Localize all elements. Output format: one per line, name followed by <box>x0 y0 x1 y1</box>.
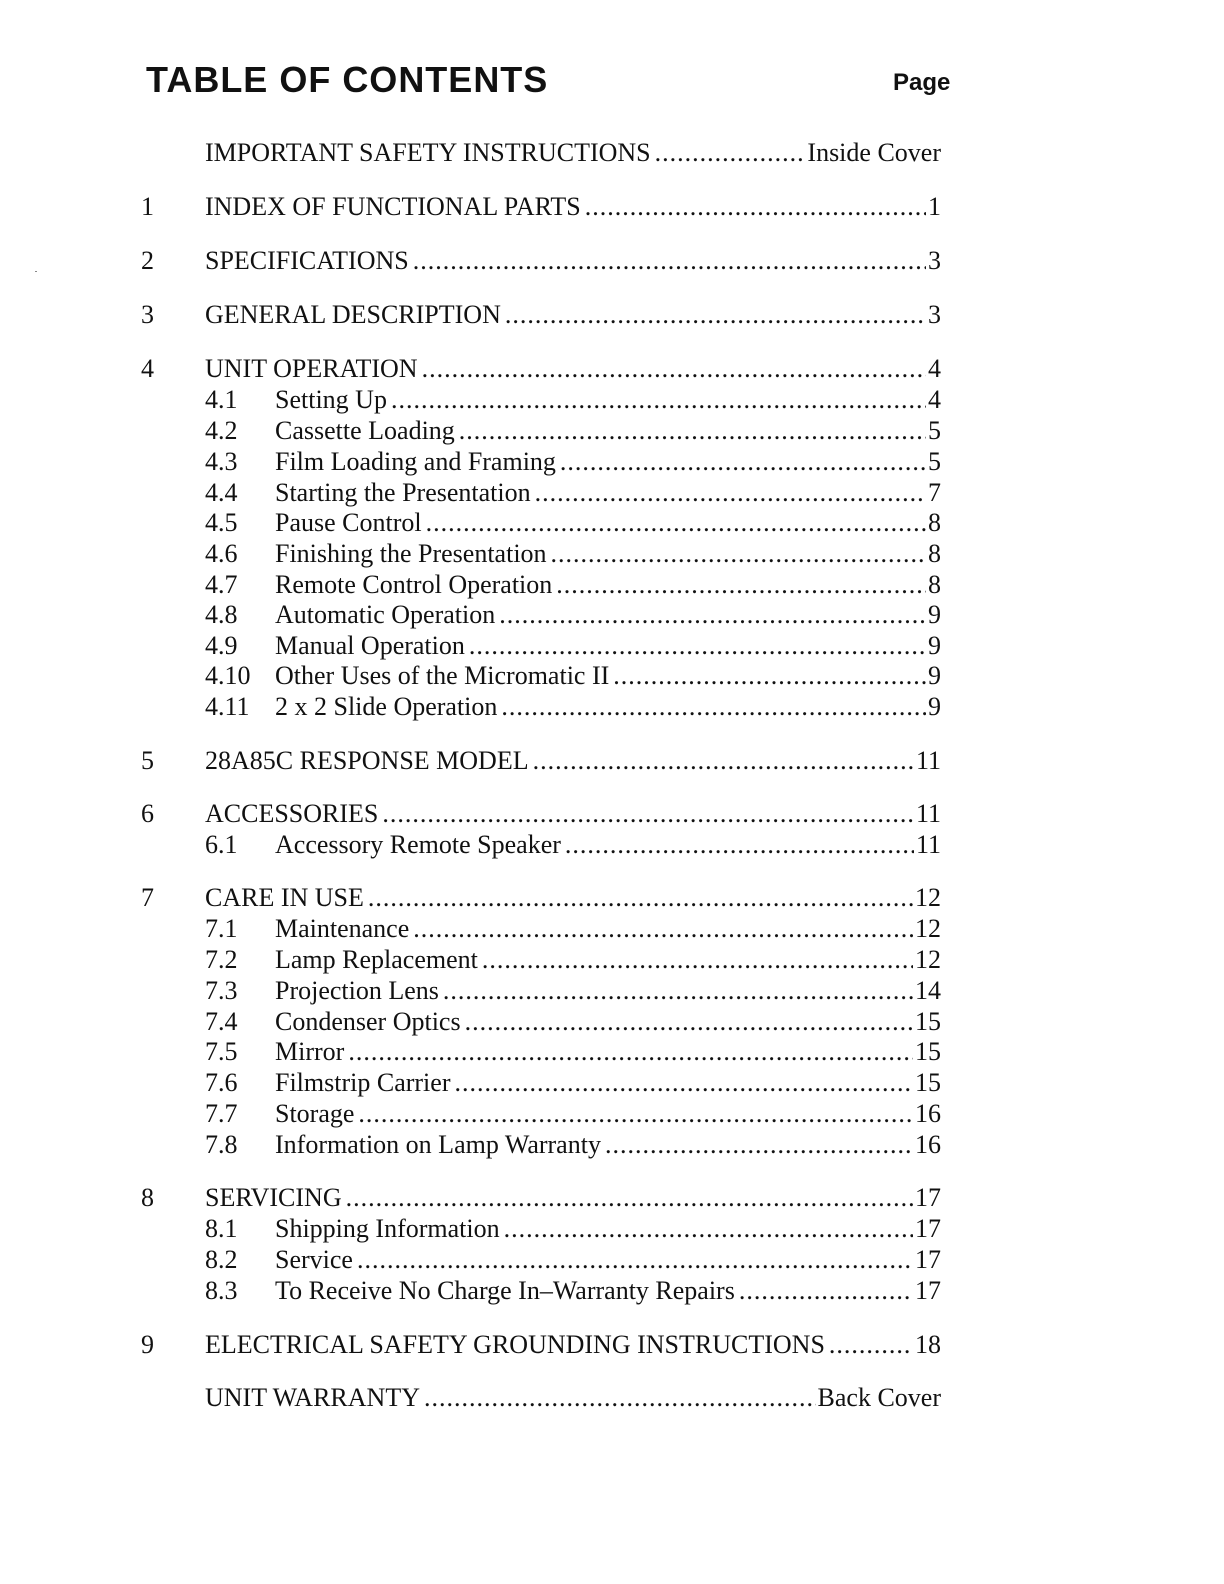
toc-entry-page: 8 <box>928 539 941 568</box>
toc-entry-page: Inside Cover <box>807 138 941 167</box>
dot-leader <box>454 1067 913 1099</box>
toc-entry-title: ELECTRICAL SAFETY GROUNDING INSTRUCTIONS <box>205 1330 825 1359</box>
toc-entry <box>0 1067 1224 1099</box>
dot-leader <box>469 630 926 662</box>
toc-entry-number: 7.1 <box>205 914 238 943</box>
toc-entry-title: INDEX OF FUNCTIONAL PARTS <box>205 192 581 221</box>
toc-entry-line <box>275 913 941 945</box>
toc-entry-page: 12 <box>915 883 941 912</box>
toc-entry <box>0 1244 1224 1276</box>
toc-entry-title: Lamp Replacement <box>275 945 478 974</box>
dot-leader <box>391 384 926 416</box>
toc-entry-line <box>275 944 941 976</box>
dot-leader <box>504 1213 913 1245</box>
toc-entry-page: 15 <box>915 1068 941 1097</box>
toc-entry <box>0 1006 1224 1038</box>
dot-leader <box>443 975 913 1007</box>
toc-entry-line <box>275 1067 941 1099</box>
toc-entry <box>0 829 1224 861</box>
toc-entry-page: 9 <box>928 631 941 660</box>
toc-entry-number: 4.9 <box>205 631 238 660</box>
toc-entry-number: 8.2 <box>205 1245 238 1274</box>
toc-entry-number: 7 <box>141 883 154 912</box>
toc-entry-number: 4.7 <box>205 570 238 599</box>
toc-entry-number: 7.6 <box>205 1068 238 1097</box>
toc-entry <box>0 1036 1224 1068</box>
toc-entry-title: UNIT WARRANTY <box>205 1383 420 1412</box>
toc-entry-page: 9 <box>928 661 941 690</box>
toc-entry-number: 7.7 <box>205 1099 238 1128</box>
toc-entry <box>0 691 1224 723</box>
dot-leader <box>565 829 914 861</box>
toc-entry-title: Starting the Presentation <box>275 478 531 507</box>
toc-entry-number: 6.1 <box>205 830 238 859</box>
dot-leader <box>382 798 914 830</box>
dot-leader <box>358 1098 913 1130</box>
toc-entry-page: 3 <box>928 246 941 275</box>
toc-entry-title: 28A85C RESPONSE MODEL <box>205 746 529 775</box>
toc-entry <box>0 975 1224 1007</box>
toc-entry-page: 9 <box>928 692 941 721</box>
toc-entry-line <box>275 507 941 539</box>
toc-entry-line <box>205 798 941 830</box>
dot-leader <box>482 944 913 976</box>
toc-entry-title: Setting Up <box>275 385 387 414</box>
toc-entry-page: 17 <box>915 1214 941 1243</box>
toc-entry <box>0 137 1224 169</box>
toc-entry-number: 7.2 <box>205 945 238 974</box>
toc-entry-title: Remote Control Operation <box>275 570 553 599</box>
toc-entry <box>0 569 1224 601</box>
dot-leader <box>348 1036 913 1068</box>
toc-entry <box>0 1213 1224 1245</box>
toc-entry-page: 16 <box>915 1099 941 1128</box>
dot-leader <box>465 1006 913 1038</box>
dot-leader <box>501 691 926 723</box>
toc-entry-line <box>275 538 941 570</box>
toc-entry-number: 6 <box>141 799 154 828</box>
toc-entry-number: 4.8 <box>205 600 238 629</box>
toc-entry-number: 4.10 <box>205 661 251 690</box>
toc-entry-number: 7.3 <box>205 976 238 1005</box>
dot-leader <box>551 538 926 570</box>
toc-entry-line <box>205 882 941 914</box>
toc-entry-number: 9 <box>141 1330 154 1359</box>
toc-entry-line <box>205 745 941 777</box>
toc-entry <box>0 245 1224 277</box>
toc-entry-line <box>205 245 941 277</box>
toc-entry-title: Manual Operation <box>275 631 465 660</box>
dot-leader <box>533 745 914 777</box>
toc-entry-line <box>275 829 941 861</box>
toc-entry <box>0 798 1224 830</box>
toc-entry-number: 4.1 <box>205 385 238 414</box>
toc-entry-title: ACCESSORIES <box>205 799 379 828</box>
dot-leader <box>413 913 913 945</box>
toc-entry-title: Pause Control <box>275 508 422 537</box>
toc-entry-line <box>275 975 941 1007</box>
dot-leader <box>426 507 926 539</box>
toc-entry-page: 8 <box>928 570 941 599</box>
toc-entry-page: 11 <box>915 746 941 775</box>
toc-entry-number: 1 <box>141 192 154 221</box>
toc-entry-line <box>275 660 941 692</box>
toc-entry-page: 14 <box>915 976 941 1005</box>
page-title: TABLE OF CONTENTS <box>146 59 549 100</box>
toc-entry <box>0 191 1224 223</box>
toc-entry-line <box>275 630 941 662</box>
toc-entry <box>0 1382 1224 1414</box>
toc-entry-title: To Receive No Charge In–Warranty Repairs <box>275 1276 735 1305</box>
toc-entry-page: 1 <box>928 192 941 221</box>
toc-entry-page: 11 <box>915 830 941 859</box>
toc-entry-title: Finishing the Presentation <box>275 539 547 568</box>
toc-entry-title: Cassette Loading <box>275 416 455 445</box>
toc-entry-page: 12 <box>915 945 941 974</box>
dot-leader <box>499 599 926 631</box>
toc-entry <box>0 477 1224 509</box>
toc-entry-line <box>205 1182 941 1214</box>
toc-entry <box>0 1129 1224 1161</box>
page-column-heading: Page <box>893 69 951 96</box>
toc-entry <box>0 1329 1224 1361</box>
toc-entry-page: 15 <box>915 1007 941 1036</box>
toc-entry-title: Accessory Remote Speaker <box>275 830 561 859</box>
dot-leader <box>346 1182 913 1214</box>
toc-entry-number: 4.11 <box>205 692 250 721</box>
toc-entry-number: 3 <box>141 300 154 329</box>
toc-entry-number: 4.3 <box>205 447 238 476</box>
toc-entry <box>0 745 1224 777</box>
toc-entry-title: Shipping Information <box>275 1214 500 1243</box>
toc-entry <box>0 944 1224 976</box>
dot-leader <box>560 446 926 478</box>
toc-entry-line <box>275 599 941 631</box>
toc-entry <box>0 446 1224 478</box>
toc-entry-line <box>205 191 941 223</box>
dot-leader <box>739 1275 913 1307</box>
toc-entry-number: 4.2 <box>205 416 238 445</box>
dot-leader <box>829 1329 913 1361</box>
toc-entry-page: 3 <box>928 300 941 329</box>
toc-entry-title: 2 x 2 Slide Operation <box>275 692 498 721</box>
toc-entry-number: 7.8 <box>205 1130 238 1159</box>
toc-entry-page: 5 <box>928 416 941 445</box>
toc-entry-line <box>275 1213 941 1245</box>
dot-leader <box>535 477 926 509</box>
toc-entry-line <box>275 415 941 447</box>
toc-entry-page: 16 <box>915 1130 941 1159</box>
toc-entry-line <box>275 446 941 478</box>
toc-entry-number: 4.4 <box>205 478 238 507</box>
toc-entry-title: SPECIFICATIONS <box>205 246 409 275</box>
toc-entry-page: 18 <box>915 1330 941 1359</box>
toc-entry-number: 5 <box>141 746 154 775</box>
toc-entry-title: Other Uses of the Micromatic II <box>275 661 610 690</box>
dot-leader <box>424 1382 816 1414</box>
dot-leader <box>357 1244 913 1276</box>
toc-entry-title: Maintenance <box>275 914 410 943</box>
dot-leader <box>585 191 926 223</box>
toc-entry-line <box>205 353 941 385</box>
toc-entry-line <box>275 691 941 723</box>
toc-entry-title: Mirror <box>275 1037 345 1066</box>
toc-entry-title: GENERAL DESCRIPTION <box>205 300 501 329</box>
toc-entry-number: 2 <box>141 246 154 275</box>
toc-entry-number: 4 <box>141 354 154 383</box>
toc-entry <box>0 599 1224 631</box>
dot-leader <box>422 353 926 385</box>
toc-entry-line <box>275 1006 941 1038</box>
toc-entry-number: 8.3 <box>205 1276 238 1305</box>
toc-entry-page: 4 <box>928 385 941 414</box>
toc-entry <box>0 415 1224 447</box>
toc-entry <box>0 913 1224 945</box>
toc-entry <box>0 353 1224 385</box>
dot-leader <box>413 245 926 277</box>
dot-leader <box>459 415 926 447</box>
toc-entry-line <box>275 477 941 509</box>
toc-entry-number: 7.5 <box>205 1037 238 1066</box>
toc-entry <box>0 1275 1224 1307</box>
toc-entry-page: 17 <box>915 1183 941 1212</box>
toc-entry-line <box>205 299 941 331</box>
toc-entry <box>0 1182 1224 1214</box>
toc-entry-number: 4.6 <box>205 539 238 568</box>
toc-entry-title: IMPORTANT SAFETY INSTRUCTIONS <box>205 138 651 167</box>
toc-entry-page: 8 <box>928 508 941 537</box>
dot-leader <box>505 299 926 331</box>
toc-entry-line <box>275 1098 941 1130</box>
toc-entry-title: Filmstrip Carrier <box>275 1068 451 1097</box>
toc-entry-page: 4 <box>928 354 941 383</box>
toc-entry <box>0 299 1224 331</box>
toc-entry-page: 11 <box>915 799 941 828</box>
toc-entry-number: 4.5 <box>205 508 238 537</box>
toc-entry-number: 7.4 <box>205 1007 238 1036</box>
toc-entry-line <box>275 384 941 416</box>
toc-entry <box>0 630 1224 662</box>
toc-entry-line <box>275 1275 941 1307</box>
toc-entry <box>0 538 1224 570</box>
toc-entry-title: Information on Lamp Warranty <box>275 1130 601 1159</box>
toc-entry <box>0 384 1224 416</box>
toc-entry <box>0 507 1224 539</box>
toc-entry-page: 12 <box>915 914 941 943</box>
toc-entry-line <box>205 1329 941 1361</box>
toc-entry-page: 17 <box>915 1276 941 1305</box>
toc-entry-page: 9 <box>928 600 941 629</box>
toc-entry-title: Film Loading and Framing <box>275 447 556 476</box>
dot-leader <box>556 569 926 601</box>
toc-entry-page: 7 <box>928 478 941 507</box>
toc-entry-number: 8.1 <box>205 1214 238 1243</box>
dot-leader <box>655 137 806 169</box>
toc-entry <box>0 660 1224 692</box>
dot-leader <box>368 882 913 914</box>
toc-entry-line <box>275 569 941 601</box>
toc-entry-page: 15 <box>915 1037 941 1066</box>
dot-leader <box>613 660 926 692</box>
toc-entry-line <box>205 1382 941 1414</box>
toc-entry-title: Service <box>275 1245 353 1274</box>
toc-entry-line <box>205 137 941 169</box>
toc-entry-title: SERVICING <box>205 1183 342 1212</box>
toc-entry-line <box>275 1129 941 1161</box>
toc-entry-page: 17 <box>915 1245 941 1274</box>
toc-entry-line <box>275 1036 941 1068</box>
toc-entry-number: 8 <box>141 1183 154 1212</box>
toc-entry <box>0 882 1224 914</box>
toc-entry-title: UNIT OPERATION <box>205 354 418 383</box>
toc-entry-page: Back Cover <box>817 1383 941 1412</box>
toc-entry-page: 5 <box>928 447 941 476</box>
toc-entry-title: CARE IN USE <box>205 883 364 912</box>
toc-entry-line <box>275 1244 941 1276</box>
toc-entry-title: Storage <box>275 1099 355 1128</box>
toc-entry-title: Automatic Operation <box>275 600 496 629</box>
toc-entry <box>0 1098 1224 1130</box>
toc-entry-title: Projection Lens <box>275 976 439 1005</box>
toc-entry-title: Condenser Optics <box>275 1007 461 1036</box>
dot-leader <box>605 1129 913 1161</box>
